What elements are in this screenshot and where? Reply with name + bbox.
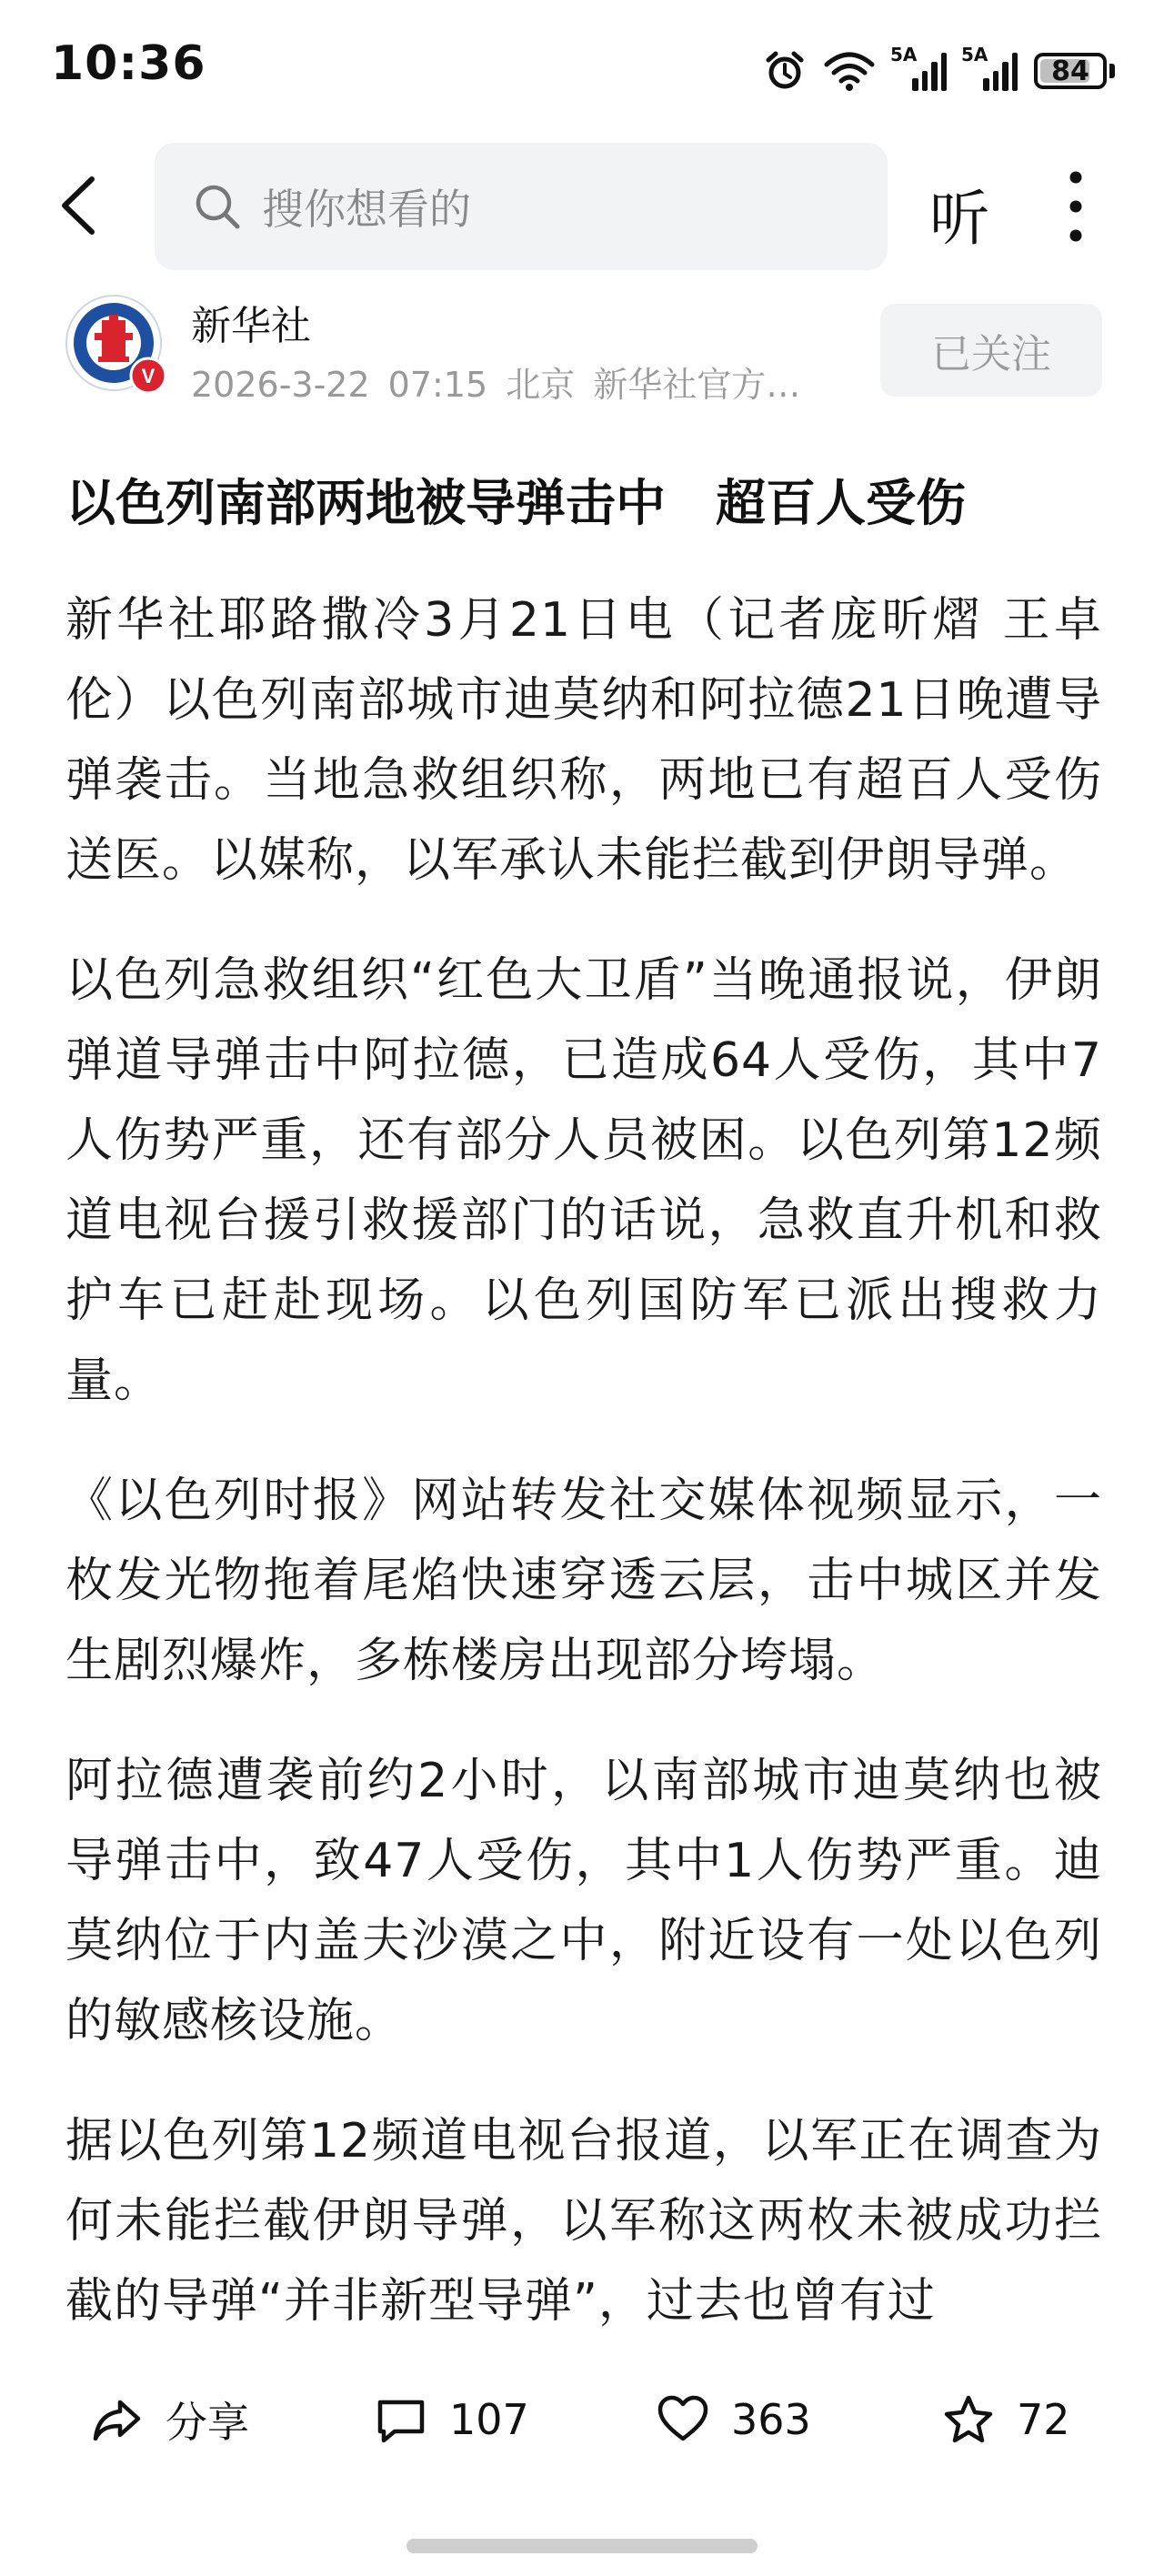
article-paragraph: 以色列急救组织“红色大卫盾”当晚通报说，伊朗弹道导弹击中阿拉德，已造成64人受伤，其中7人伤势严重，还有部分人员被困。以色列第12频道电视台援引救援部门的话说，急救直升机和救护车已赶赴现场。以色列国防军已派出搜救力量。: [65, 953, 1102, 1408]
share-label: 分享: [166, 2398, 249, 2447]
home-indicator[interactable]: [406, 2539, 758, 2553]
comment-count: 107: [449, 2395, 529, 2444]
status-time: 10:36: [51, 36, 206, 91]
article-paragraph: 新华社耶路撒冷3月21日电（记者庞昕熠 王卓伦）以色列南部城市迪莫纳和阿拉德21日晚遭导弹袭击。当地急救组织称，两地已有超百人受伤送医。以媒称，以军承认未能拦截到伊朗导弹。: [65, 593, 1102, 888]
post-location: 北京: [506, 365, 576, 405]
author-name[interactable]: 新华社: [191, 303, 311, 349]
article-paragraph: 《以色列时报》网站转发社交媒体视频显示，一枚发光物拖着尾焰快速穿透云层，击中城区并发生剧烈爆炸，多栋楼房出现部分垮塌。: [65, 1474, 1102, 1688]
battery-level: 84: [1051, 55, 1089, 87]
comment-icon: [375, 2393, 427, 2446]
signal-1-label: 5A: [890, 44, 918, 65]
follow-button[interactable]: 已关注: [880, 304, 1102, 397]
search-placeholder: 搜你想看的: [262, 185, 471, 234]
article: [65, 453, 1102, 2341]
favorite-button[interactable]: [942, 2374, 1070, 2465]
heart-icon: [657, 2393, 709, 2446]
like-count: 363: [731, 2395, 811, 2444]
listen-button[interactable]: 听: [929, 184, 989, 254]
post-time: 07:15: [387, 365, 488, 405]
share-icon: [91, 2393, 144, 2446]
bottom-action-bar: [0, 2365, 1164, 2474]
verified-badge-label: V: [141, 365, 156, 387]
share-button[interactable]: [91, 2374, 249, 2465]
post-source: 新华社官方…: [593, 365, 801, 405]
post-date: 2026-3-22: [191, 365, 370, 405]
signal-2-label: 5A: [961, 44, 988, 65]
article-paragraph: 阿拉德遭袭前约2小时，以南部城市迪莫纳也被导弹击中，致47人受伤，其中1人伤势严重。迪莫纳位于内盖夫沙漠之中，附近设有一处以色列的敏感核设施。: [65, 1754, 1102, 2048]
article-title: 以色列南部两地被导弹击中 超百人受伤: [65, 474, 967, 532]
comment-button[interactable]: [375, 2374, 529, 2465]
like-button[interactable]: [657, 2374, 811, 2465]
star-icon: [942, 2393, 995, 2446]
favorite-count: 72: [1017, 2395, 1070, 2444]
article-paragraph: 据以色列第12频道电视台报道，以军正在调查为何未能拦截伊朗导弹，以军称这两枚未被成功拦截的导弹“并非新型导弹”，过去也曾有过: [65, 2114, 1102, 2329]
